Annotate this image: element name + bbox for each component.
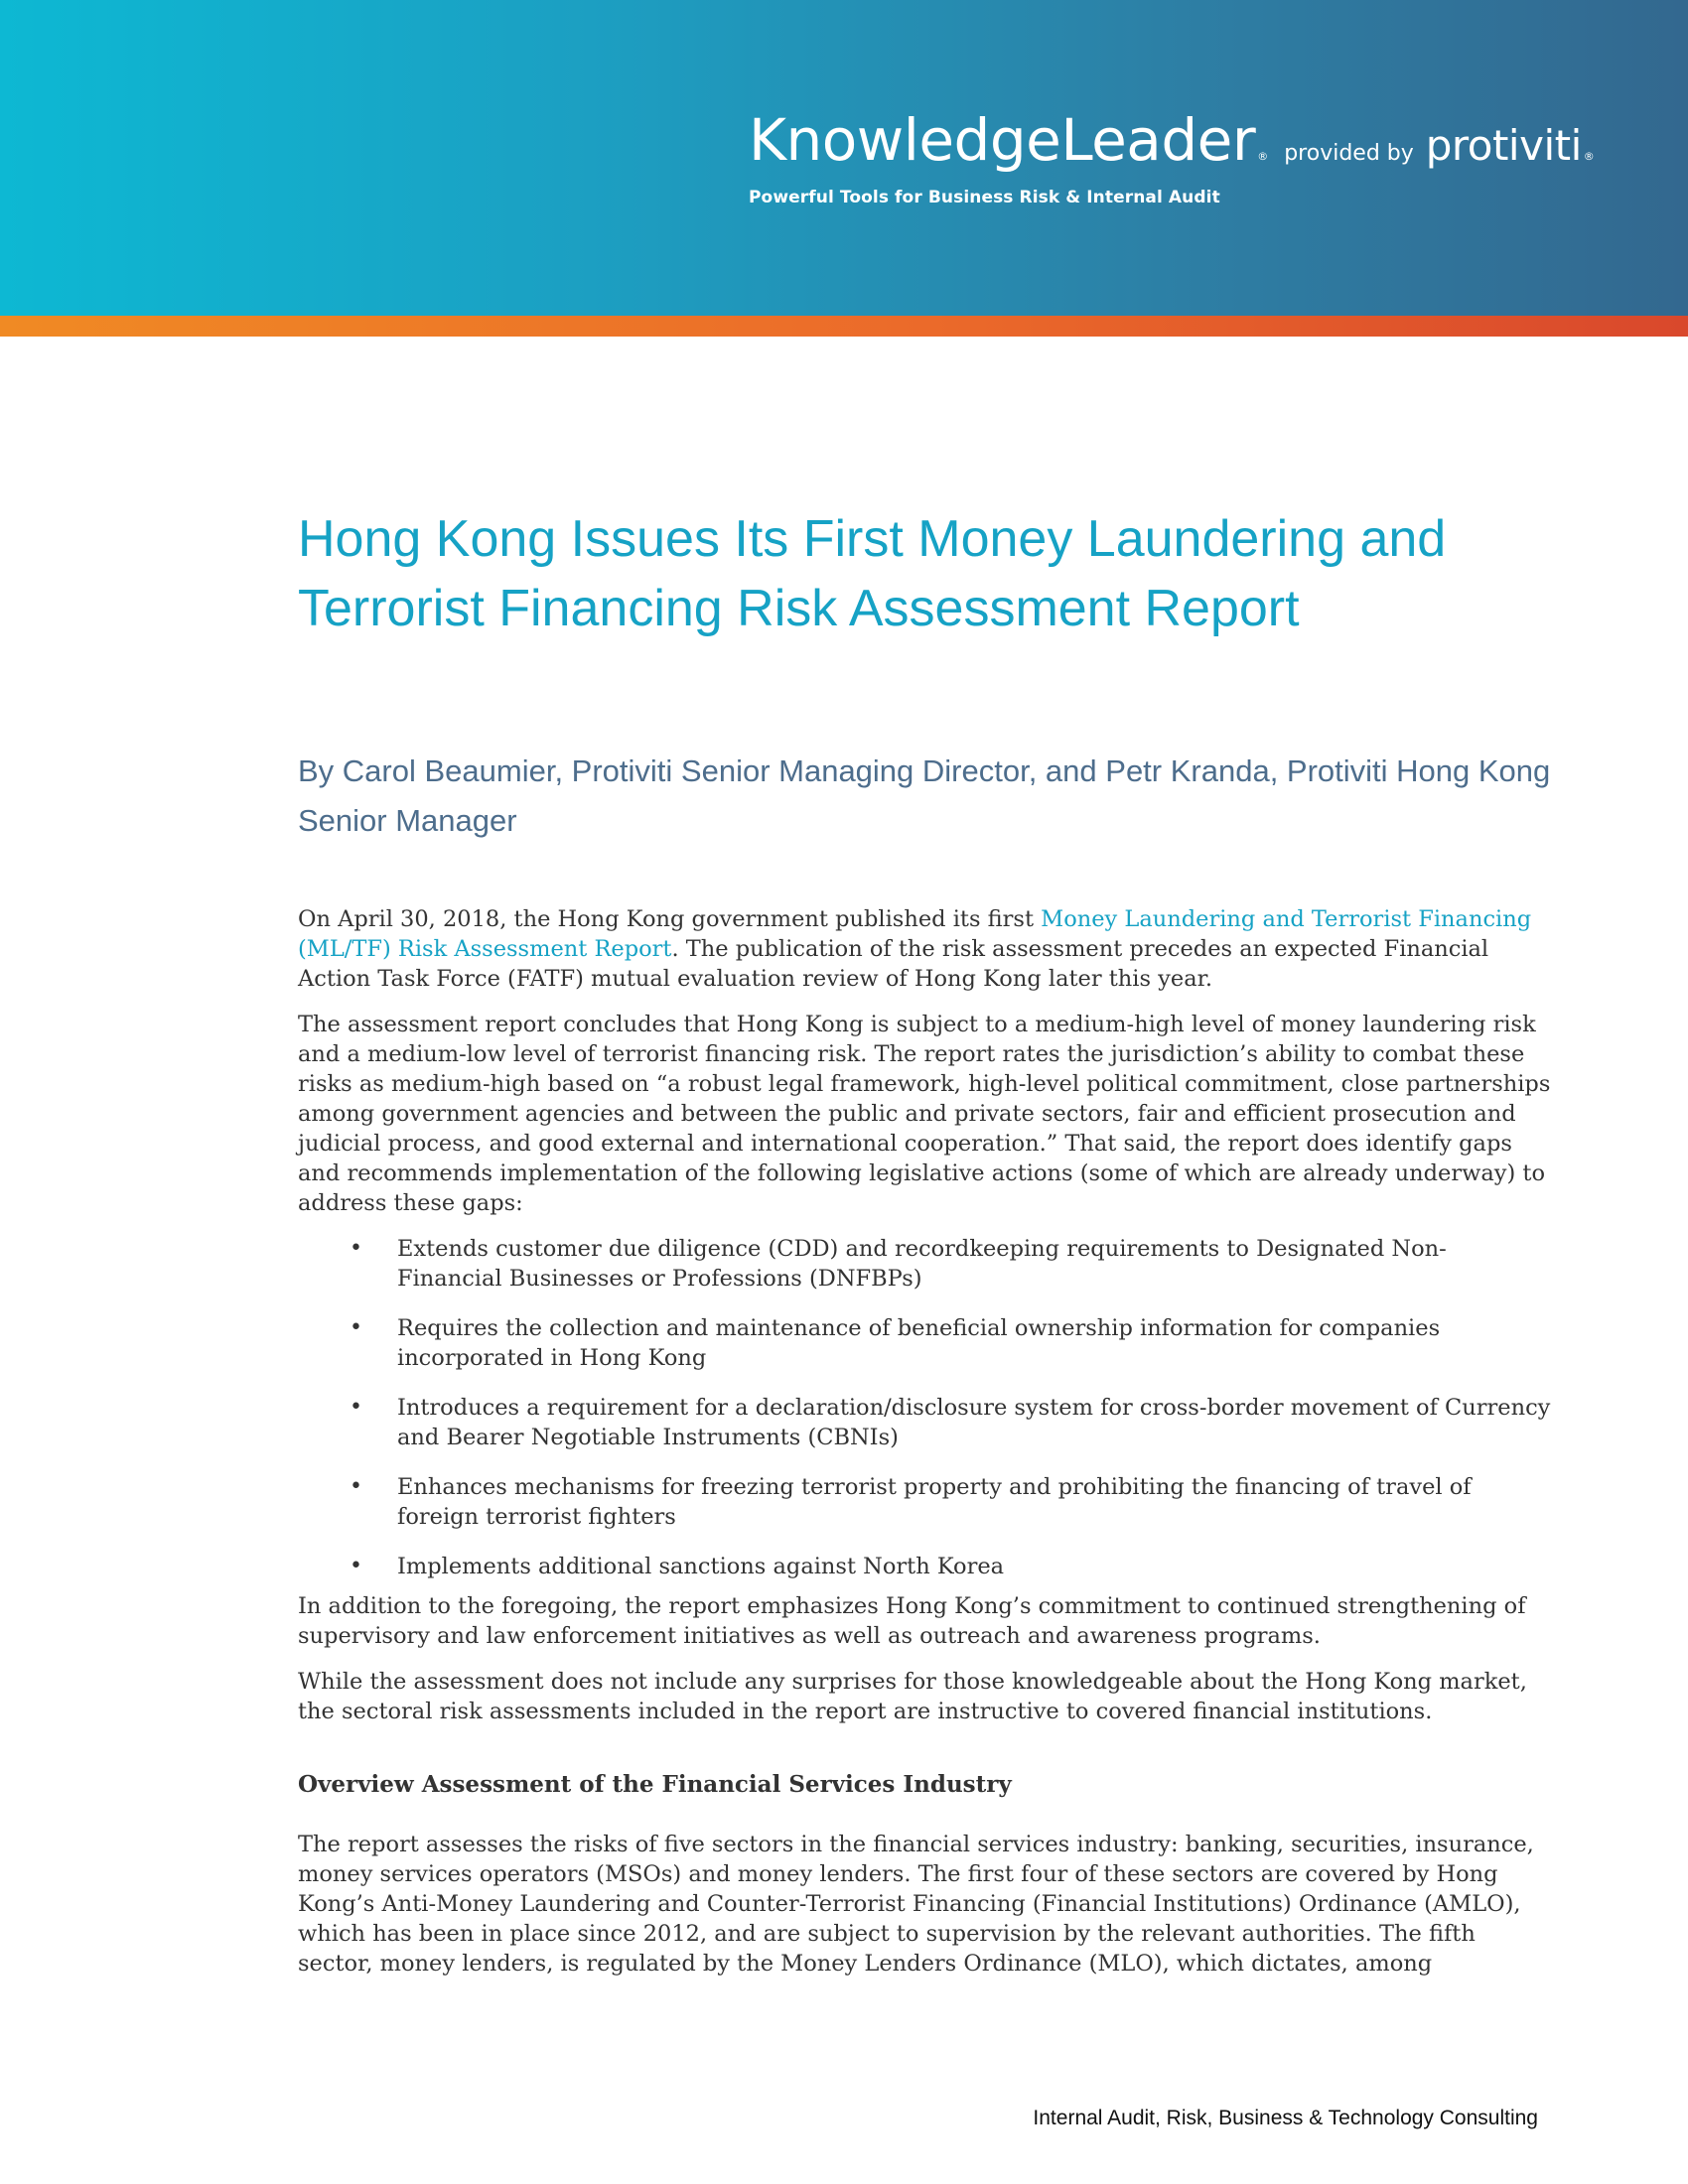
list-item-text: Enhances mechanisms for freezing terrorist property and prohibiting the financing of travel of foreign terrorist fighters	[397, 1474, 1472, 1530]
bullet-icon: •	[350, 1236, 362, 1261]
bullet-icon: •	[350, 1395, 362, 1420]
section-heading: Overview Assessment of the Financial Services Industry	[298, 1771, 1012, 1798]
brand-tagline: Powerful Tools for Business Risk & Internal Audit	[749, 188, 1220, 207]
intro-text: On April 30, 2018, the Hong Kong government published its first	[298, 906, 1042, 932]
list-item-text: Introduces a requirement for a declaration/disclosure system for cross-border movement of Currency and Bearer Negotiable Instruments (CBNIs)	[397, 1395, 1551, 1450]
paragraph-commitment: In addition to the foregoing, the report emphasizes Hong Kong’s commitment to continued strengthening of supervisory and law enforcement initiatives as well as outreach and awareness programs.	[298, 1593, 1526, 1649]
list-item	[298, 1552, 1551, 1581]
company-registered-mark: ®	[1583, 150, 1595, 163]
list-item-text: Implements additional sanctions against North Korea	[397, 1554, 1005, 1579]
header-accent-bar	[0, 316, 1688, 337]
company-name: protiviti	[1425, 121, 1582, 170]
list-item-text: Extends customer due diligence (CDD) and recordkeeping requirements to Designated Non-Financial Businesses or Professions (DNFBPs)	[397, 1236, 1447, 1292]
intro-text-continued: . The publication of the risk assessment precedes an expected Financial Action Task Force (FATF) mutual evaluation review of Hong Kong later this year.	[298, 936, 1489, 992]
legislative-actions-list	[298, 1234, 1551, 1581]
article-title: Hong Kong Issues Its First Money Laundering and Terrorist Financing Risk Assessment Report	[298, 510, 1447, 637]
list-item	[298, 1313, 1551, 1373]
report-link[interactable]: Money Laundering and Terrorist Financing (ML/TF) Risk Assessment Report	[298, 906, 1532, 962]
brand-name: KnowledgeLeader	[749, 106, 1256, 174]
list-item-text: Requires the collection and maintenance of beneficial ownership information for companies incorporated in Hong Kong	[397, 1315, 1441, 1371]
paragraph-sectors: The report assesses the risks of five sectors in the financial services industry: banking, securities, insurance, money services operators (MSOs) and money lenders. The first four of these sectors are covered by Hong Kong’s Anti-Money Laundering and Counter-Terrorist Financing (Financial Institutions) Ordinance (AMLO), which has been in place since 2012, and are subject to supervision by the relevant authorities. The fifth sector, money lenders, is regulated by the Money Lenders Ordinance (MLO), which dictates, among	[298, 1832, 1534, 1977]
bullet-icon: •	[350, 1554, 362, 1578]
list-item	[298, 1472, 1551, 1532]
paragraph-intro	[298, 904, 1551, 994]
list-item	[298, 1393, 1551, 1452]
bullet-icon: •	[350, 1474, 362, 1499]
article-byline: By Carol Beaumier, Protiviti Senior Managing Director, and Petr Kranda, Protiviti Hong Kong Senior Manager	[298, 753, 1551, 838]
paragraph-surprises: While the assessment does not include any surprises for those knowledgeable about the Hong Kong market, the sectoral risk assessments included in the report are instructive to covered financial institutions.	[298, 1669, 1527, 1724]
brand-logo	[749, 106, 1595, 207]
registered-mark: ®	[1257, 150, 1269, 163]
provided-by-text: provided by	[1284, 141, 1414, 166]
footer-text: Internal Audit, Risk, Business & Technology Consulting	[1033, 2107, 1538, 2129]
bullet-icon: •	[350, 1315, 362, 1340]
list-item	[298, 1234, 1551, 1294]
paragraph-assessment: The assessment report concludes that Hong Kong is subject to a medium-high level of money laundering risk and a medium-low level of terrorist financing risk. The report rates the jurisdiction’s ability to combat these risks as medium-high based on “a robust legal framework, high-level political commitment, close partnerships among government agencies and between the public and private sectors, fair and efficient prosecution and judicial process, and good external and international cooperation.” That said, the report does identify gaps and recommends implementation of the following legislative actions (some of which are already underway) to address these gaps:	[298, 1012, 1551, 1216]
article-body	[298, 904, 1551, 1994]
